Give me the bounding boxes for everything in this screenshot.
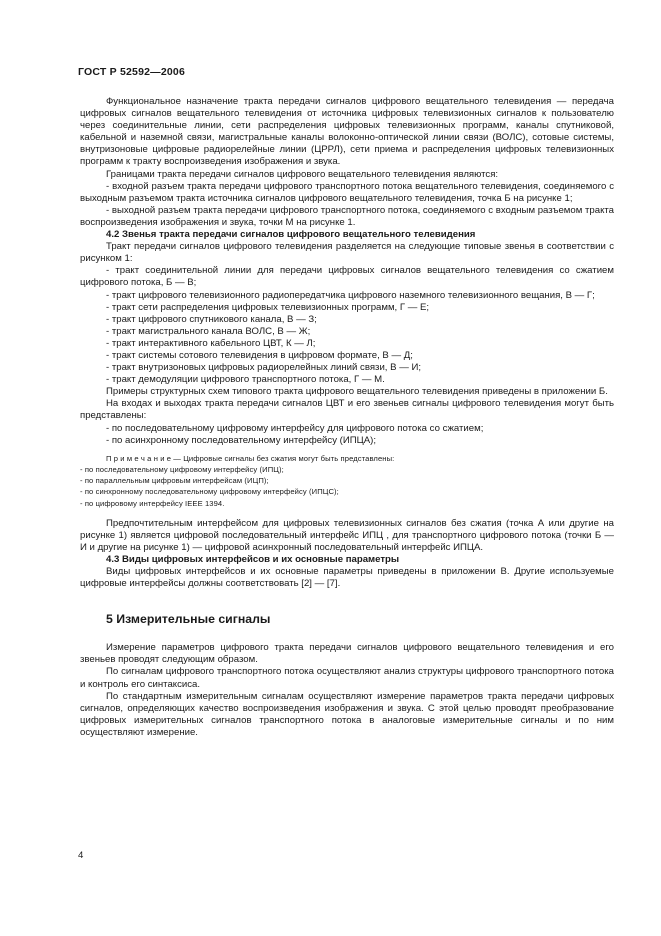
note-item: - по синхронному последовательному цифровому интерфейсу (ИПЦС);: [80, 487, 339, 497]
list-item: - по последовательному цифровому интерфейсу для цифрового потока со сжатием;: [106, 422, 484, 434]
list-item: - тракт сети распределения цифровых телевизионных программ, Г — Е;: [106, 301, 430, 313]
list-item: - тракт демодуляции цифрового транспортного потока, Г — М.: [106, 374, 385, 386]
subsection-heading-4-2: 4.2 Звенья тракта передачи сигналов цифрового вещательного телевидения: [106, 229, 476, 241]
list-item: - тракт системы сотового телевидения в цифровом формате, В — Д;: [106, 349, 413, 361]
paragraph-inputs-outputs: На входах и выходах тракта передачи сигналов ЦВТ и его звеньев сигналы цифрового телевидения могут быть представлены:: [80, 398, 614, 422]
paragraph-transport-analysis: По сигналам цифрового транспортного потока осуществляют анализ структуры цифрового транспортного потока и контроль его синтаксиса.: [80, 666, 614, 690]
list-item: - выходной разъем тракта передачи цифрового транспортного потока, соединяемого с входным разъемом тракта воспроизведения изображения и звука, точки М на рисунке 1.: [80, 204, 614, 228]
paragraph-interfaces: Виды цифровых интерфейсов и их основные параметры приведены в приложении В. Другие используемые цифровые интерфейсы должны соответствовать [2] — [7].: [80, 566, 614, 590]
note-heading: П р и м е ч а н и е — Цифровые сигналы без сжатия могут быть представлены:: [106, 453, 395, 463]
list-item: - тракт интерактивного кабельного ЦВТ, К — Л;: [106, 337, 316, 349]
paragraph-examples: Примеры структурных схем типового тракта цифрового вещательного телевидения приведены в приложении Б.: [106, 386, 608, 398]
paragraph-measurement: Измерение параметров цифрового тракта передачи сигналов цифрового вещательного телевидения и его звеньев проводят следующим образом.: [80, 642, 614, 666]
list-item: - тракт соединительной линии для передачи цифровых сигналов вещательного телевидения со сжатием цифрового потока, Б — В;: [80, 265, 614, 289]
note-item: - по параллельным цифровым интерфейсам (ИЦП);: [80, 476, 269, 486]
paragraph-links: Тракт передачи сигналов цифрового телевидения разделяется на следующие типовые звенья в соответствии с рисунком 1:: [80, 241, 614, 265]
paragraph-boundaries: Границами тракта передачи сигналов цифрового вещательного телевидения являются:: [106, 168, 499, 180]
section-heading-5: 5 Измерительные сигналы: [106, 612, 271, 627]
list-item: - тракт цифрового телевизионного радиопередатчика цифрового наземного телевизионного вещания, В — Г;: [106, 289, 595, 301]
subsection-heading-4-3: 4.3 Виды цифровых интерфейсов и их основные параметры: [106, 554, 400, 566]
list-item: - тракт цифрового спутникового канала, В — З;: [106, 313, 317, 325]
note-item: - по последовательному цифровому интерфейсу (ИПЦ);: [80, 464, 284, 474]
list-item: - входной разъем тракта передачи цифрового транспортного потока вещательного телевидения, соединяемого с выходным разъемом тракта источника сигналов цифрового вещательного телевидения, точка Б на рисунке 1;: [80, 180, 614, 204]
note-item: - по цифровому интерфейсу IEEE 1394.: [80, 498, 225, 508]
paragraph-function: Функциональное назначение тракта передачи сигналов цифрового вещательного телевидения — передача цифровых сигналов вещательного телевидения от источника цифровых телевизионных сигналов к пользователю через соединительные линии, сети распределения цифровых телевизионных программ, каналы спутниковой, кабельной и наземной связи, магистральные каналы волоконно-оптической линии связи (ВОЛС), сотовые системы, внутризоновые цифровые радиорелейные линии (ЦРРЛ), сети приема и распределения цифровых телевизионных программ к тракту воспроизведения изображения и звука.: [80, 96, 614, 168]
paragraph-standard-signals: По стандартным измерительным сигналам осуществляют измерение параметров тракта передачи цифровых сигналов, определяющих качество воспроизведения изображения и звука. С этой целью проводят преобразование цифровых измерительных сигналов транспортного потока в аналоговые измерительные сигналы и по ним осуществляют измерение.: [80, 690, 614, 738]
list-item: - по асинхронному последовательному интерфейсу (ИПЦА);: [106, 434, 377, 446]
list-item: - тракт внутризоновых цифровых радиорелейных линий связи, В — И;: [106, 362, 422, 374]
list-item: - тракт магистрального канала ВОЛС, В — Ж;: [106, 325, 311, 337]
standard-header: ГОСТ Р 52592—2006: [78, 66, 186, 78]
paragraph-preferred-interface: Предпочтительным интерфейсом для цифровых телевизионных сигналов без сжатия (точка А или другие на рисунке 1) является цифровой последовательный интерфейс ИПЦ , для транспортного цифрового потока (точки Б — И и другие на рисунке 1) — цифровой асинхронный последовательный интерфейс ИПЦА.: [80, 517, 614, 553]
document-body: [80, 96, 614, 739]
page-number: 4: [78, 850, 84, 861]
